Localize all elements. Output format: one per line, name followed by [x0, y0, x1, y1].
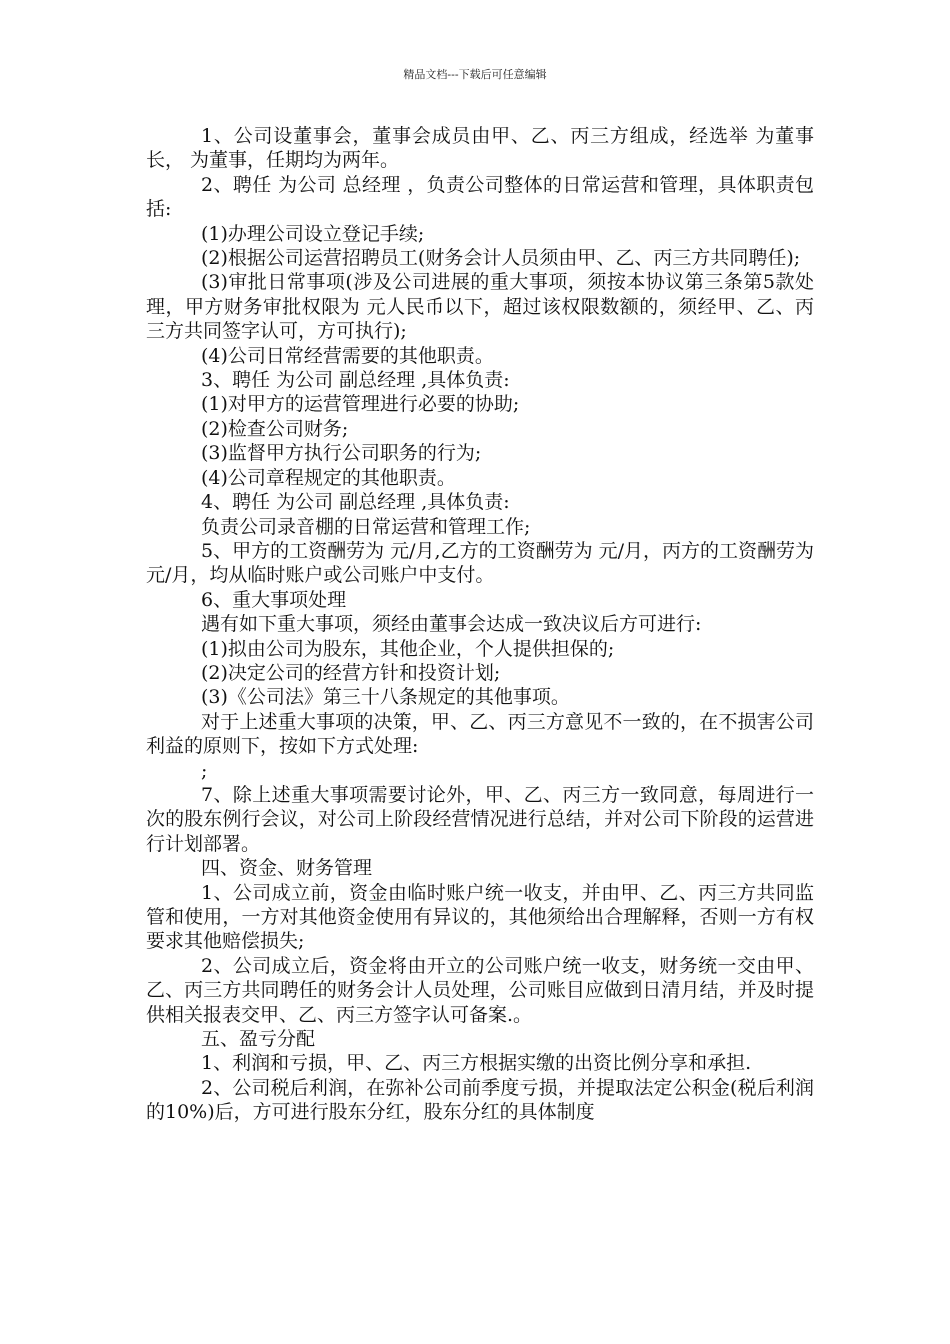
- list-item: (4)公司日常经营需要的其他职责。: [201, 344, 494, 367]
- section-heading: 6、重大事项处理: [201, 588, 347, 611]
- paragraph: 1、公司设董事会，董事会成员由甲、乙、丙三方组成，经选举 为董事长， 为董事，任期均为两年。: [146, 125, 814, 172]
- paragraph: 4、聘任 为公司 副总经理 ,具体负责:: [201, 491, 510, 514]
- paragraph: 7、除上述重大事项需要讨论外，甲、乙、丙三方一致同意，每周进行一次的股东例行会议，对公司上阶段经营情况进行总结，并对公司下阶段的运营进行计划部署。: [146, 783, 814, 855]
- list-item: (3)审批日常事项(涉及公司进展的重大事项，须按本协议第三条第5款处理，甲方财务审批权限为 元人民币以下，超过该权限数额的，须经甲、乙、丙三方共同签字认可，方可执行);: [146, 271, 814, 343]
- paragraph: 遇有如下重大事项，须经由董事会达成一致决议后方可进行:: [201, 613, 702, 636]
- paragraph: 2、公司税后利润，在弥补公司前季度亏损，并提取法定公积金(税后利润的10%)后，方可进行股东分红，股东分红的具体制度: [146, 1076, 814, 1124]
- document-body: [146, 124, 814, 1125]
- list-item: (1)对甲方的运营管理进行必要的协助;: [201, 393, 520, 416]
- list-item: (1)拟由公司为股东，其他企业，个人提供担保的;: [201, 637, 615, 660]
- list-item: (3)监督甲方执行公司职务的行为;: [201, 442, 482, 465]
- list-item: (3)《公司法》第三十八条规定的其他事项。: [201, 686, 570, 709]
- paragraph: 3、聘任 为公司 副总经理 ,具体负责:: [201, 369, 510, 392]
- section-heading: 四、资金、财务管理: [201, 857, 373, 880]
- list-item: (2)决定公司的经营方针和投资计划;: [201, 661, 501, 684]
- paragraph: 对于上述重大事项的决策，甲、乙、丙三方意见不一致的，在不损害公司利益的原则下，按如下方式处理:: [146, 710, 814, 758]
- list-item: (2)检查公司财务;: [201, 417, 349, 440]
- page-header: 精品文档---下载后可任意编辑: [403, 68, 547, 81]
- paragraph: 1、利润和亏损，甲、乙、丙三方根据实缴的出资比例分享和承担.: [201, 1052, 752, 1075]
- list-item: (4)公司章程规定的其他职责。: [201, 466, 456, 489]
- paragraph: 负责公司录音棚的日常运营和管理工作;: [201, 515, 531, 538]
- list-item: (1)办理公司设立登记手续;: [201, 222, 425, 245]
- paragraph: 2、公司成立后，资金将由开立的公司账户统一收支，财务统一交由甲、乙、丙三方共同聘任的财务会计人员处理，公司账目应做到日清月结，并及时提供相关报表交甲、乙、丙三方签字认可备案.。: [146, 954, 814, 1026]
- paragraph: 2、聘任 为公司 总经理 ，负责公司整体的日常运营和管理，具体职责包括:: [146, 173, 814, 221]
- section-heading: 五、盈亏分配: [201, 1028, 316, 1051]
- paragraph: 1、公司成立前，资金由临时账户统一收支，并由甲、乙、丙三方共同监管和使用，一方对其他资金使用有异议的，其他须给出合理解释，否则一方有权要求其他赔偿损失;: [146, 881, 814, 953]
- paragraph: 5、甲方的工资酬劳为 元/月,乙方的工资酬劳为 元/月，丙方的工资酬劳为 元/月，均从临时账户或公司账户中支付。: [146, 539, 815, 587]
- paragraph: ;: [201, 759, 208, 782]
- list-item: (2)根据公司运营招聘员工(财务会计人员须由甲、乙、丙三方共同聘任);: [201, 247, 801, 270]
